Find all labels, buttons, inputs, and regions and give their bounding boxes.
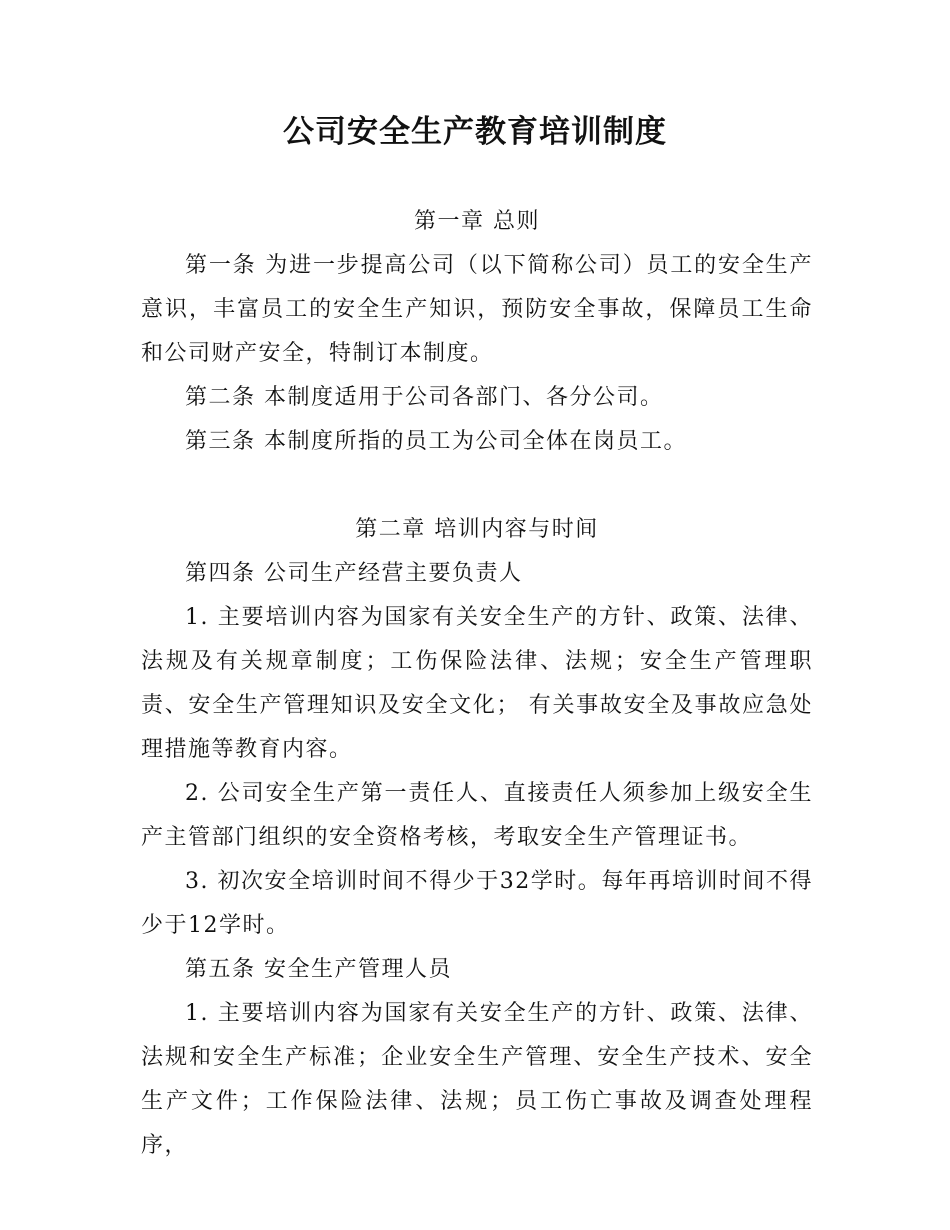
article-3: 第三条 本制度所指的员工为公司全体在岗员工。 bbox=[185, 429, 687, 454]
document-body bbox=[141, 200, 813, 1168]
article-4-item-2: 2. 公司安全生产第一责任人、直接责任人须参加上级安全生产主管部门组织的安全资格考核，考取安全生产管理证书。 bbox=[141, 781, 813, 850]
article-4-item-3: 3. 初次安全培训时间不得少于32学时。每年再培训时间不得少于12学时。 bbox=[141, 869, 813, 938]
chapter-2-heading: 第二章 培训内容与时间 bbox=[355, 517, 599, 542]
document-title: 公司安全生产教育培训制度 bbox=[283, 114, 667, 150]
article-5-item-1: 1. 主要培训内容为国家有关安全生产的方针、政策、法律、法规和安全生产标准；企业安全生产管理、安全生产技术、安全生产文件；工作保险法律、法规；员工伤亡事故及调查处理程序， bbox=[141, 1001, 813, 1158]
article-4-item-1: 1. 主要培训内容为国家有关安全生产的方针、政策、法律、法规及有关规章制度；工伤保险法律、法规；安全生产管理职责、安全生产管理知识及安全文化； 有关事故安全及事故应急处理措施等教育内容。 bbox=[141, 605, 813, 762]
article-2: 第二条 本制度适用于公司各部门、各分公司。 bbox=[185, 385, 664, 410]
article-4-heading: 第四条 公司生产经营主要负责人 bbox=[185, 561, 523, 586]
chapter-1-heading: 第一章 总则 bbox=[414, 209, 540, 234]
article-1: 第一条 为进一步提高公司（以下简称公司）员工的安全生产意识，丰富员工的安全生产知识，预防安全事故，保障员工生命和公司财产安全，特制订本制度。 bbox=[141, 253, 813, 366]
section-spacer bbox=[141, 464, 813, 508]
article-5-heading: 第五条 安全生产管理人员 bbox=[185, 957, 452, 982]
